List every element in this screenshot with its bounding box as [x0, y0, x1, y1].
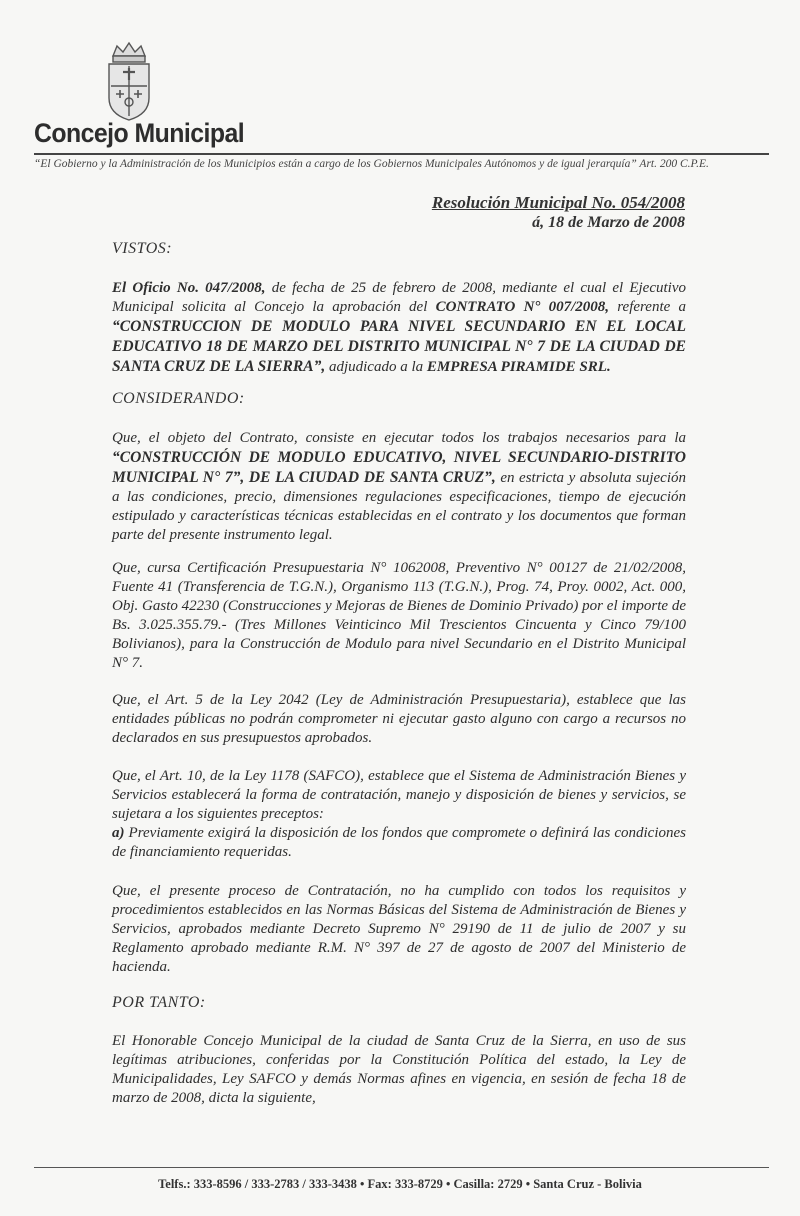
list-item-text: Previamente exigirá la disposición de los fondos que compromete o definirá las condiciones de financiamiento requeridas.	[112, 825, 686, 860]
considerando-paragraph-4	[112, 767, 686, 862]
considerando-text-1: Que, el objeto del Contrato, consiste en ejecutar todos los trabajos necesarios para la	[112, 430, 686, 446]
header-tagline: “El Gobierno y la Administración de los Municipios están a cargo de los Gobiernos Municipales Autónomos y de igual jerarquía” Art. 200 C.P.E.	[34, 158, 709, 170]
vistos-text-1: de fecha de 25 de febrero de 2008, mediante el cual el Ejecutivo Municipal solicita al Concejo la aprobación del	[112, 280, 686, 315]
considerando-paragraph-3: Que, el Art. 5 de la Ley 2042 (Ley de Administración Presupuestaria), establece que las entidades públicas no podrán comprometer ni ejecutar gasto alguno con cargo a recursos no declarados en sus presupuestos aprobados.	[112, 692, 686, 746]
vistos-paragraph	[112, 279, 686, 377]
list-item-label: a)	[112, 825, 125, 841]
considerando-heading: CONSIDERANDO:	[112, 390, 245, 407]
resolution-date: á, 18 de Marzo de 2008	[532, 214, 685, 231]
project-name: “CONSTRUCCIÓN DE MODULO EDUCATIVO, NIVEL SECUNDARIO-DISTRITO MUNICIPAL N° 7”, DE LA CIUDAD DE SANTA CRUZ”,	[112, 449, 686, 486]
vistos-text-3: adjudicado a la	[325, 359, 427, 375]
company-name: EMPRESA PIRAMIDE SRL.	[426, 359, 611, 375]
considerando-text-2: en estricta y absoluta sujeción a las condiciones, precio, dimensiones regulaciones especificaciones, tiempo de ejecución estipulado y características técnicas establecidas en el contrato y los documentos que forman parte del presente instrumento legal.	[112, 470, 687, 543]
contract-ref: CONTRATO N° 007/2008,	[435, 299, 610, 315]
por-tanto-paragraph: El Honorable Concejo Municipal de la ciudad de Santa Cruz de la Sierra, en uso de sus legítimas atribuciones, conferidas por la Constitución Política del estado, la Ley de Municipalidades, Ley SAFCO y demás Normas afines en vigencia, en sesión de fecha 18 de marzo de 2008, dicta la siguiente,	[112, 1033, 686, 1106]
por-tanto-heading: POR TANTO:	[112, 994, 206, 1011]
org-name: Concejo Municipal	[34, 118, 245, 148]
header-divider	[34, 153, 769, 155]
vistos-text-2: referente a	[609, 299, 687, 315]
considerando-text-4: Que, el Art. 10, de la Ley 1178 (SAFCO), establece que el Sistema de Administración Bienes y Servicios establecerá la forma de contratación, manejo y disposición de bienes y servicios, se sujetara a los siguientes preceptos:	[112, 768, 686, 822]
considerando-paragraph-1	[112, 429, 686, 545]
vistos-heading: VISTOS:	[112, 240, 173, 257]
footer-divider	[34, 1167, 769, 1168]
considerando-paragraph-5: Que, el presente proceso de Contratación, no ha cumplido con todos los requisitos y procedimientos establecidos en las Normas Básicas del Sistema de Administración de Bienes y Servicios, aprobados mediante Decreto Supremo N° 29190 de 11 de julio de 2007 y su Reglamento aprobado mediante R.M. N° 397 de 27 de agosto de 2007 del Ministerio de hacienda.	[112, 883, 686, 975]
oficio-ref: El Oficio No. 047/2008,	[112, 280, 266, 296]
coat-of-arms-icon	[101, 40, 157, 126]
project-title: “CONSTRUCCION DE MODULO PARA NIVEL SECUNDARIO EN EL LOCAL EDUCATIVO 18 DE MARZO DEL DISTRITO MUNICIPAL N° 7 DE LA CIUDAD DE SANTA CRUZ DE LA SIERRA”,	[112, 318, 686, 375]
resolution-number: Resolución Municipal No. 054/2008	[431, 193, 685, 212]
footer-contact: Telfs.: 333-8596 / 333-2783 / 333-3438 • Fax: 333-8729 • Casilla: 2729 • Santa Cruz - Bolivia	[158, 1177, 642, 1191]
considerando-paragraph-2: Que, cursa Certificación Presupuestaria N° 1062008, Preventivo N° 00127 de 21/02/2008, Fuente 41 (Transferencia de T.G.N.), Organismo 113 (T.G.N.), Prog. 74, Proy. 0002, Act. 000, Obj. Gasto 42230 (Construcciones y Mejoras de Bienes de Dominio Privado) por el importe de Bs. 3.025.355.79.- (Tres Millones Veinticinco Mil Trescientos Cincuenta y Cinco 79/100 Bolivianos), para la Construcción de Modulo para nivel Secundario en el Distrito Municipal N° 7.	[112, 560, 686, 671]
